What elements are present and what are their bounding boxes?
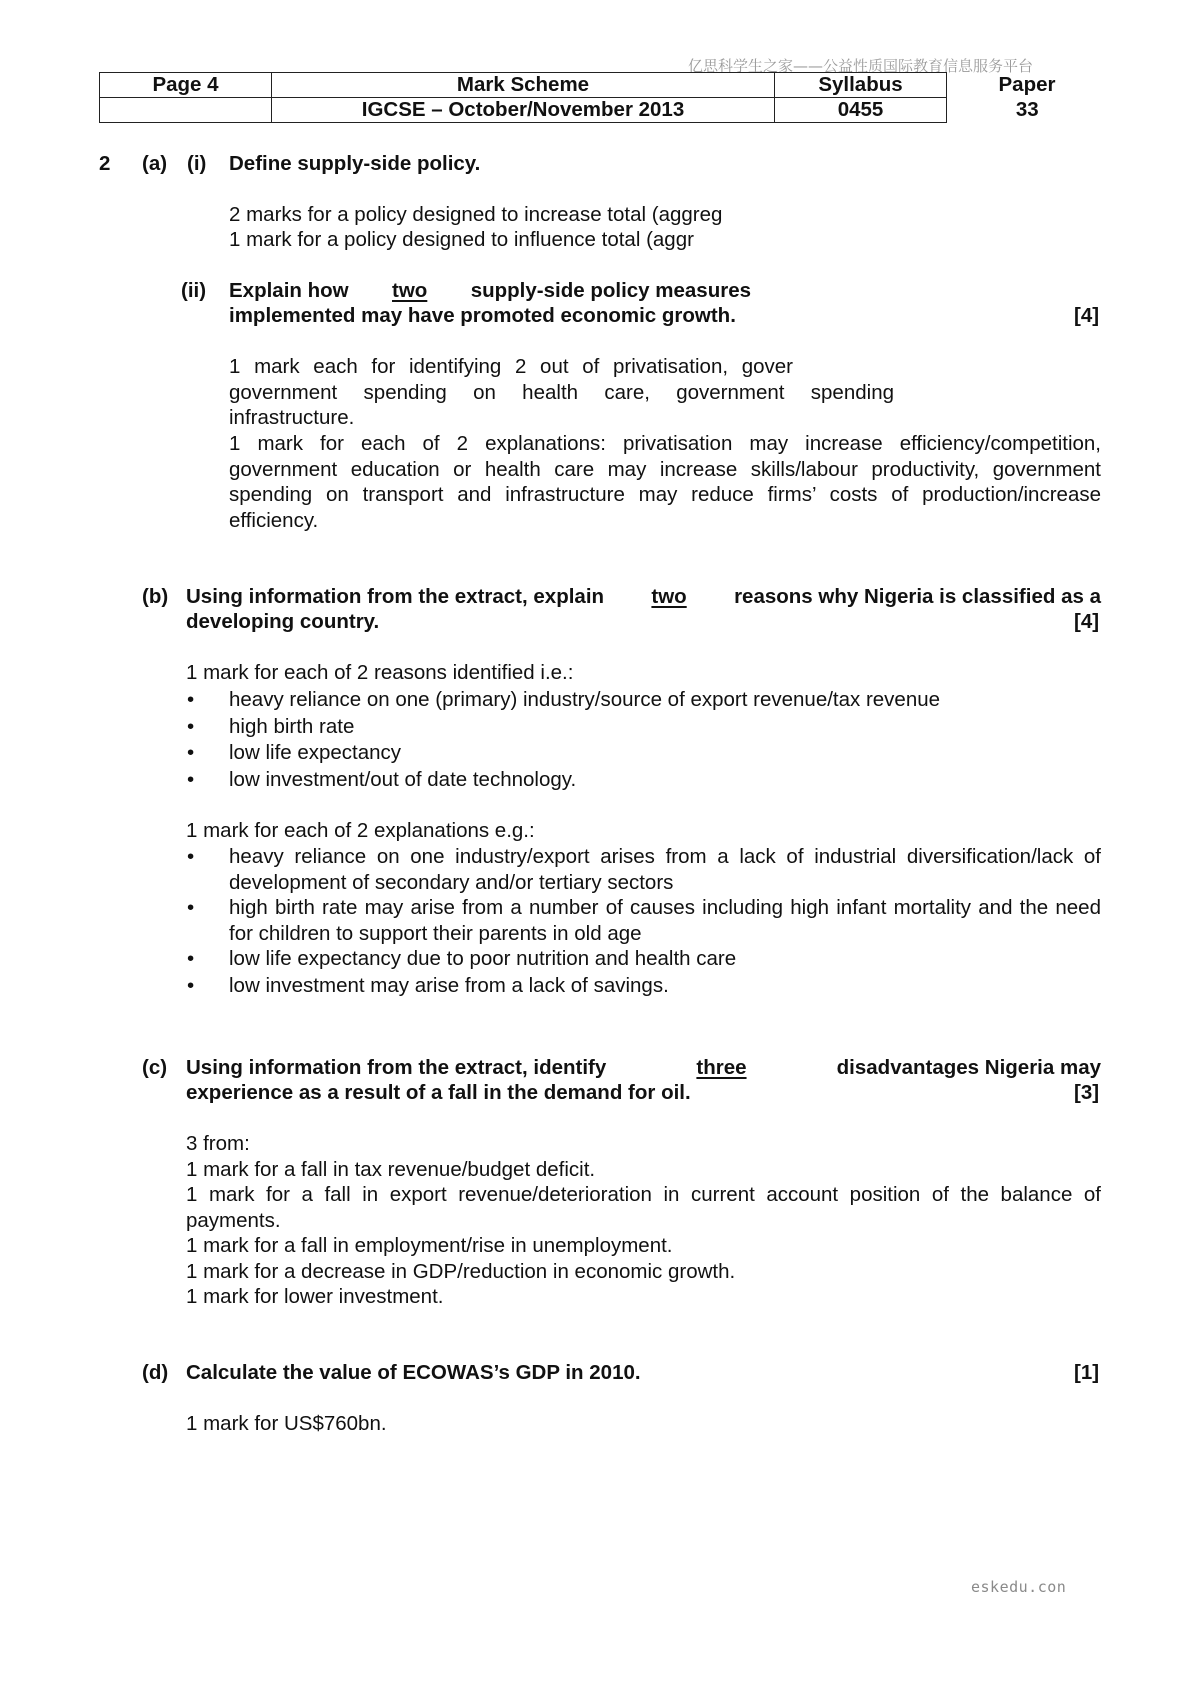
part-b-reasons-list — [187, 687, 1101, 792]
list-item: • heavy reliance on one industry/export arises from a lack of industrial diversification/lack of development of secondary and/or tertiary sectors — [187, 844, 1101, 895]
list-item: • high birth rate — [187, 714, 1101, 740]
list-item: • high birth rate may arise from a number of causes including high infant mortality and the need for children to support their parents in old age — [187, 895, 1101, 946]
part-b-intro-reasons: 1 mark for each of 2 reasons identified i.e.: — [186, 661, 574, 684]
paper-label: Paper — [998, 73, 1056, 96]
part-a-ii-answer-line2: government spending on health care, government spending — [229, 381, 894, 404]
answer-line: 1 mark for a fall in tax revenue/budget deficit. — [186, 1157, 596, 1181]
paper-number: 33 — [1015, 98, 1039, 121]
part-c-label: (c) — [142, 1056, 168, 1079]
q-text: Using information from the extract, explain — [186, 585, 605, 608]
footer-site-text: eskedu.con — [971, 1578, 1067, 1596]
page-number: Page 4 — [100, 73, 272, 98]
q-text: supply-side policy measures — [470, 279, 751, 302]
part-b-label: (b) — [142, 585, 169, 608]
answer-line: 1 mark for a decrease in GDP/reduction in economic growth. — [186, 1259, 736, 1283]
part-a-i-question: Define supply-side policy. — [229, 152, 481, 175]
part-b-marks: [4] — [1074, 610, 1100, 633]
part-a-ii-label: (ii) — [181, 279, 207, 302]
q-text: reasons why Nigeria is classified as a — [734, 585, 1101, 608]
list-item: • low life expectancy due to poor nutrition and health care — [187, 946, 1101, 972]
q-text: Using information from the extract, identify — [186, 1056, 607, 1079]
q-underlined-three: three — [696, 1056, 747, 1079]
header-table — [99, 72, 1108, 123]
part-a-label: (a) — [142, 152, 168, 175]
part-b-intro-explanations: 1 mark for each of 2 explanations e.g.: — [186, 819, 535, 842]
watermark-text: 亿思科学生之家——公益性质国际教育信息服务平台 — [688, 57, 1034, 75]
part-c-answers — [186, 1131, 1101, 1310]
answer-line: 1 mark for a fall in employment/rise in unemployment. — [186, 1234, 673, 1257]
syllabus-code: 0455 — [775, 98, 947, 123]
part-c-marks: [3] — [1074, 1081, 1100, 1104]
part-a-ii-answer-line1: 1 mark each for identifying 2 out of privatisation, gover — [229, 355, 793, 378]
part-a-ii-explanations: 1 mark for each of 2 explanations: privatisation may increase efficiency/competition, government education or health care may increase skills/labour productivity, government spending on transport and infrastructure may reduce firms’ costs of production/increase efficiency. — [229, 432, 1101, 532]
answer-line: 3 from: — [186, 1132, 250, 1155]
list-item: • heavy reliance on one (primary) industry/source of export revenue/tax revenue — [187, 687, 1101, 713]
page-number-blank — [100, 98, 272, 123]
part-b-question-line2: developing country. — [186, 610, 380, 633]
q-underlined-two: two — [392, 279, 428, 302]
part-a-ii-question-line2: implemented may have promoted economic growth. — [229, 304, 736, 327]
answer-line: 1 mark for lower investment. — [186, 1285, 444, 1308]
part-a-i-answer-2: 1 mark for a policy designed to influence total (aggr — [229, 228, 694, 251]
part-a-ii-answer-line3: infrastructure. — [229, 406, 355, 429]
q-text: disadvantages Nigeria may — [836, 1056, 1101, 1079]
question-number: 2 — [99, 152, 111, 175]
list-item: • low investment/out of date technology. — [187, 767, 1101, 793]
answer-line: 1 mark for a fall in export revenue/deterioration in current account position of the balance of payments. — [186, 1183, 1101, 1232]
part-b-explanations-list — [187, 844, 1101, 998]
list-item: • low investment may arise from a lack of savings. — [187, 973, 1101, 999]
part-a-i-answer-1: 2 marks for a policy designed to increase total (aggreg — [229, 203, 723, 226]
part-b-question-line1 — [186, 584, 1101, 610]
part-d-marks: [1] — [1074, 1361, 1100, 1384]
part-a-ii-marks: [4] — [1074, 304, 1100, 327]
document-subtitle: IGCSE – October/November 2013 — [272, 98, 775, 123]
q-text: Explain how — [229, 279, 349, 302]
part-d-answer: 1 mark for US$760bn. — [186, 1412, 387, 1435]
part-d-label: (d) — [142, 1361, 169, 1384]
syllabus-label: Syllabus — [775, 73, 947, 98]
part-c-question-line2: experience as a result of a fall in the demand for oil. — [186, 1081, 691, 1104]
document-title: Mark Scheme — [272, 73, 775, 98]
part-a-i-label: (i) — [187, 152, 207, 175]
part-a-ii-question-line1 — [229, 278, 751, 304]
part-d-question: Calculate the value of ECOWAS’s GDP in 2010. — [186, 1361, 641, 1384]
part-c-question-line1 — [186, 1055, 1101, 1081]
q-underlined-two: two — [651, 585, 687, 608]
list-item: • low life expectancy — [187, 740, 1101, 766]
